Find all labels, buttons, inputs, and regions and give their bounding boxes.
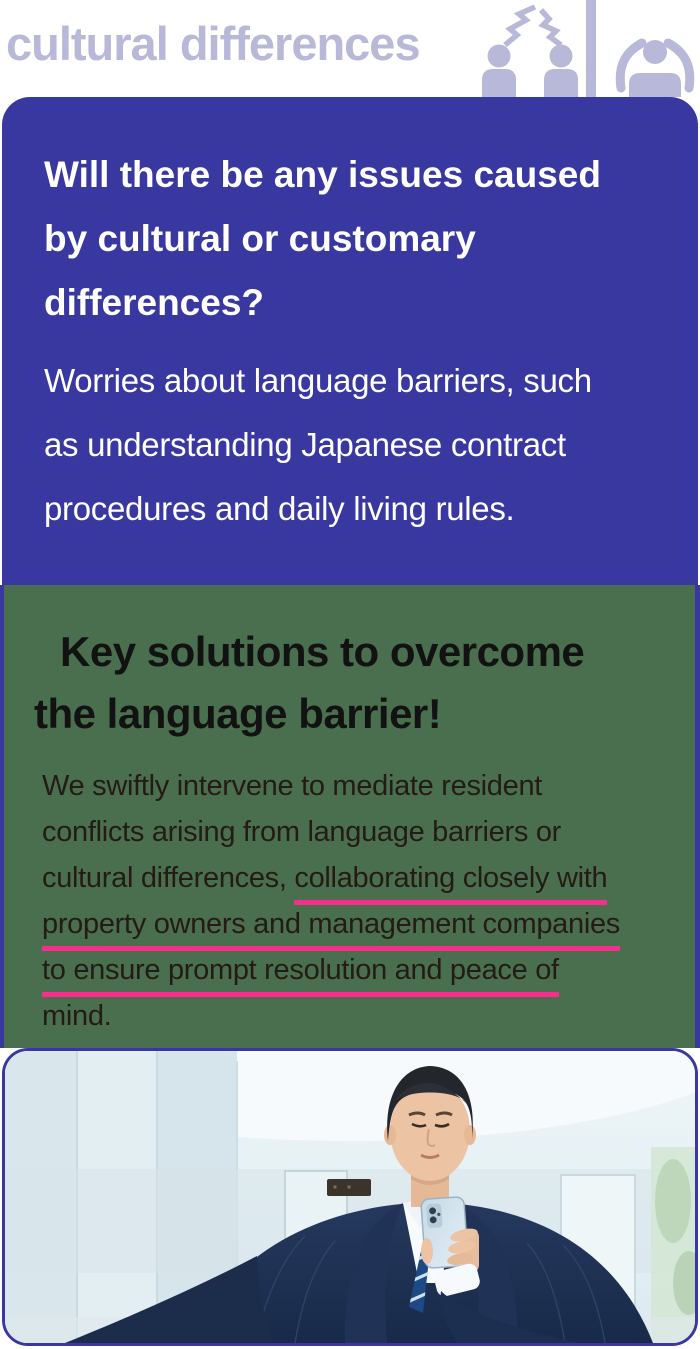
businessman-photo bbox=[2, 1048, 698, 1346]
pink-underlined-text: collaborating closely with bbox=[294, 862, 607, 905]
text-line bbox=[42, 763, 695, 809]
text-line: the language barrier! bbox=[34, 690, 442, 737]
solution-heading bbox=[34, 621, 695, 745]
header bbox=[0, 0, 700, 97]
text-line bbox=[42, 947, 695, 993]
text-line: as understanding Japanese contract bbox=[44, 426, 566, 463]
pink-underlined-text: to ensure prompt resolution and peace of bbox=[42, 954, 559, 997]
pink-underlined-text: property owners and management companies bbox=[42, 908, 620, 951]
plain-text: cultural differences, bbox=[42, 862, 295, 894]
text-line: Will there be any issues caused bbox=[44, 154, 601, 195]
page-title: cultural differences bbox=[6, 17, 420, 70]
solution-section bbox=[0, 585, 700, 1048]
text-line bbox=[42, 901, 695, 947]
text-line: by cultural or customary bbox=[44, 218, 476, 259]
plain-text: We swiftly intervene to mediate resident bbox=[42, 770, 543, 802]
question-heading bbox=[44, 143, 660, 335]
text-line bbox=[42, 993, 695, 1039]
conflict-persons-icon bbox=[482, 7, 578, 97]
header-icons bbox=[0, 0, 700, 97]
plain-text: conflicts arising from language barriers or bbox=[42, 816, 561, 848]
text-line: differences? bbox=[44, 282, 265, 323]
text-line bbox=[42, 855, 695, 901]
frustrated-person-icon bbox=[620, 40, 690, 97]
question-body bbox=[44, 349, 660, 541]
text-line: procedures and daily living rules. bbox=[44, 490, 515, 527]
text-line bbox=[42, 809, 695, 855]
plain-text: mind. bbox=[42, 1000, 112, 1032]
text-line: Worries about language barriers, such bbox=[44, 362, 592, 399]
barrier-wall-icon bbox=[586, 0, 596, 97]
question-card bbox=[2, 97, 698, 585]
businessman-photo-art bbox=[5, 1051, 695, 1343]
text-line: Key solutions to overcome bbox=[60, 628, 585, 675]
solution-body bbox=[42, 763, 695, 1039]
